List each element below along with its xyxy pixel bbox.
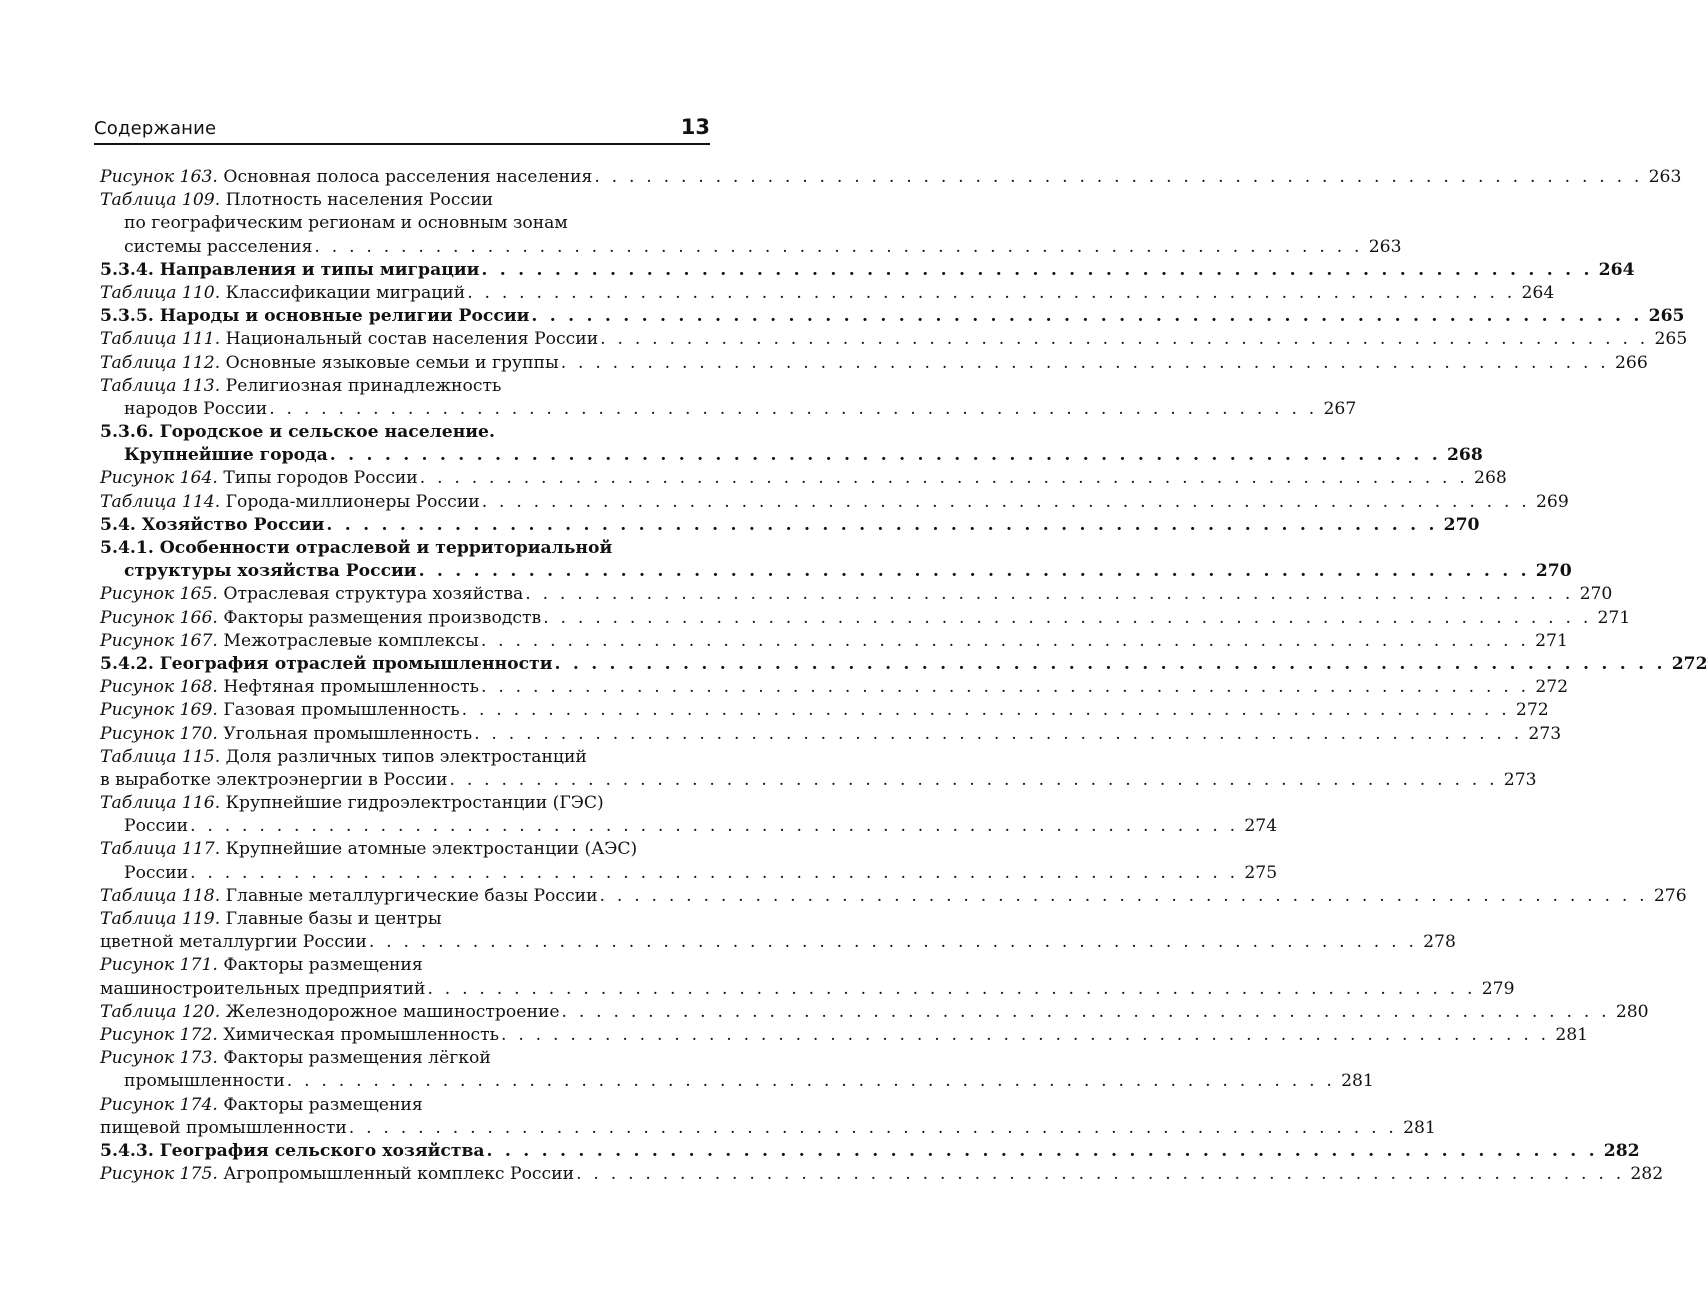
- toc-line: [100, 769, 1537, 792]
- toc-entry[interactable]: [100, 1140, 1640, 1163]
- toc-entry[interactable]: [100, 421, 1483, 467]
- toc-entry-text: Межотраслевые комплексы: [223, 630, 479, 651]
- toc-entry-text: промышленности: [124, 1071, 285, 1092]
- toc-line: [100, 398, 1357, 421]
- toc-entry-text: России: [124, 862, 189, 883]
- toc-entry[interactable]: [100, 607, 1631, 630]
- toc-page-number: 264: [1521, 282, 1555, 303]
- toc-line: [100, 978, 1515, 1001]
- dot-leader: . . . . . . . . . . . . . . . . . . . . . . . . . . . . . . . . . . . . . . . . . . . . . . . . . . . . . . . . . . . . .: [286, 1071, 1336, 1092]
- toc-entry-title: [124, 815, 188, 838]
- toc-entry-title: [100, 1024, 499, 1047]
- toc-entry-title: [124, 212, 568, 235]
- toc-entry-title: [100, 467, 418, 490]
- toc-entry-title: [100, 189, 493, 212]
- toc-line: [100, 1163, 1664, 1186]
- toc-entry-text: Основная полоса расселения населения: [223, 167, 593, 187]
- toc-entry-label: Таблица 112.: [100, 352, 221, 373]
- toc-entry-text: 5.3.4. Направления и типы миграции: [100, 259, 480, 280]
- page-number: 13: [680, 115, 710, 139]
- toc-line: [100, 1070, 1374, 1093]
- toc-entry-label: Рисунок 163.: [100, 167, 218, 187]
- dot-leader: . . . . . . . . . . . . . . . . . . . . . . . . . . . . . . . . . . . . . . . . . . . . . . . . . . . . . . . . . . . . .: [525, 584, 1574, 605]
- toc-entry-label: Рисунок 172.: [100, 1024, 218, 1045]
- toc-entry-text: по географическим регионам и основным зонам: [124, 213, 568, 234]
- toc-entry[interactable]: [100, 467, 1507, 490]
- toc-entry-label: Таблица 111.: [100, 329, 221, 350]
- dot-leader: . . . . . . . . . . . . . . . . . . . . . . . . . . . . . . . . . . . . . . . . . . . . . . . . . . . . . . . . . . . . .: [427, 978, 1476, 999]
- toc-line: [100, 1117, 1436, 1140]
- table-of-contents: [100, 166, 1708, 1186]
- toc-page-number: 281: [1555, 1024, 1589, 1045]
- toc-line: [100, 537, 710, 560]
- toc-entry-title: [124, 560, 417, 583]
- toc-entry[interactable]: [100, 537, 1572, 583]
- toc-entry-text: Факторы размещения: [223, 1094, 423, 1115]
- toc-entry-text: Национальный состав населения России: [225, 329, 599, 350]
- toc-entry-title: [100, 954, 423, 977]
- toc-page-number: 280: [1615, 1001, 1649, 1022]
- toc-line: [100, 514, 1480, 537]
- toc-entry-label: Рисунок 175.: [100, 1164, 218, 1185]
- toc-entry-text: в выработке электроэнергии в России: [100, 769, 448, 790]
- dot-leader: . . . . . . . . . . . . . . . . . . . . . . . . . . . . . . . . . . . . . . . . . . . . . . . . . . . . . . . . . . . . .: [481, 259, 1593, 280]
- toc-entry-title: [100, 421, 495, 444]
- dot-leader: . . . . . . . . . . . . . . . . . . . . . . . . . . . . . . . . . . . . . . . . . . . . . . . . . . . . . . . . . . . . .: [561, 1001, 1610, 1022]
- toc-entry-title: [124, 398, 267, 421]
- dot-leader: . . . . . . . . . . . . . . . . . . . . . . . . . . . . . . . . . . . . . . . . . . . . . . . . . . . . . . . . . . . . .: [449, 769, 1498, 790]
- toc-entry-title: [100, 537, 612, 560]
- toc-page-number: 278: [1423, 932, 1456, 953]
- toc-entry-text: Главные базы и центры: [225, 909, 442, 929]
- toc-entry-text: Доля различных типов электростанций: [225, 746, 587, 767]
- toc-entry[interactable]: [100, 514, 1480, 537]
- dot-leader: . . . . . . . . . . . . . . . . . . . . . . . . . . . . . . . . . . . . . . . . . . . . . . . . . . . . . . . . . . . . .: [269, 398, 1318, 419]
- dot-leader: . . . . . . . . . . . . . . . . . . . . . . . . . . . . . . . . . . . . . . . . . . . . . . . . . . . . . . . . . . . . .: [419, 468, 1469, 489]
- toc-entry-text: Крупнейшие гидроэлектростанции (ГЭС): [225, 793, 604, 814]
- toc-line: [100, 630, 1568, 653]
- toc-entry-title: [100, 885, 598, 908]
- toc-entry-title: [100, 352, 559, 375]
- toc-entry-text: Основные языковые семьи и группы: [225, 352, 559, 373]
- toc-page-number: 282: [1603, 1140, 1640, 1161]
- toc-entry-title: [100, 583, 523, 606]
- toc-line: [100, 444, 1483, 467]
- toc-line: [100, 305, 1685, 328]
- dot-leader: . . . . . . . . . . . . . . . . . . . . . . . . . . . . . . . . . . . . . . . . . . . . . . . . . . . . . . . . . . . . .: [190, 816, 1239, 837]
- toc-entry-label: Таблица 116.: [100, 793, 221, 814]
- toc-entry-text: Железнодорожное машиностроение: [225, 1001, 560, 1022]
- toc-line: [100, 212, 710, 235]
- dot-leader: . . . . . . . . . . . . . . . . . . . . . . . . . . . . . . . . . . . . . . . . . . . . . . . . . . . . . . . . . . . . .: [594, 167, 1643, 187]
- toc-entry-title: [124, 236, 312, 259]
- toc-entry-title: [100, 1140, 485, 1163]
- toc-page-number: 272: [1515, 700, 1549, 721]
- toc-entry-label: Рисунок 171.: [100, 955, 218, 976]
- toc-line: [100, 189, 710, 212]
- toc-entry-title: [100, 792, 604, 815]
- toc-entry[interactable]: [100, 352, 1648, 375]
- toc-entry[interactable]: [100, 792, 1278, 838]
- toc-line: [100, 236, 1402, 259]
- dot-leader: . . . . . . . . . . . . . . . . . . . . . . . . . . . . . . . . . . . . . . . . . . . . . . . . . . . . . . . . . . . . .: [481, 677, 1530, 698]
- toc-entry-title: [100, 630, 479, 653]
- toc-entry-title: [100, 375, 501, 398]
- toc-entry[interactable]: [100, 723, 1562, 746]
- toc-line: [100, 1001, 1649, 1024]
- toc-page-number: 270: [1535, 561, 1572, 582]
- toc-entry-title: [100, 653, 552, 676]
- toc-entry-text: Отраслевая структура хозяйства: [223, 584, 524, 605]
- toc-line: [100, 467, 1507, 490]
- dot-leader: . . . . . . . . . . . . . . . . . . . . . . . . . . . . . . . . . . . . . . . . . . . . . . . . . . . . . . . . . . . . .: [368, 932, 1418, 953]
- dot-leader: . . . . . . . . . . . . . . . . . . . . . . . . . . . . . . . . . . . . . . . . . . . . . . . . . . . . . . . . . . . . .: [501, 1024, 1550, 1045]
- toc-entry[interactable]: [100, 282, 1555, 305]
- toc-entry-title: [100, 908, 442, 931]
- dot-leader: . . . . . . . . . . . . . . . . . . . . . . . . . . . . . . . . . . . . . . . . . . . . . . . . . . . . . . . . . . . . .: [348, 1117, 1398, 1138]
- toc-line: [100, 560, 1572, 583]
- toc-entry[interactable]: [100, 676, 1569, 699]
- dot-leader: . . . . . . . . . . . . . . . . . . . . . . . . . . . . . . . . . . . . . . . . . . . . . . . . . . . . . . . . . . . . .: [467, 282, 1516, 303]
- toc-page-number: 282: [1630, 1164, 1664, 1185]
- dot-leader: . . . . . . . . . . . . . . . . . . . . . . . . . . . . . . . . . . . . . . . . . . . . . . . . . . . . . . . . . . . . .: [599, 885, 1648, 906]
- toc-page-number: 273: [1528, 723, 1562, 744]
- toc-entry-text: Города-миллионеры России: [225, 491, 480, 512]
- toc-entry-text: Религиозная принадлежность: [225, 375, 502, 396]
- toc-entry[interactable]: [100, 630, 1568, 653]
- toc-entry-label: Рисунок 164.: [100, 468, 218, 489]
- toc-entry[interactable]: [100, 1001, 1649, 1024]
- toc-page-number: 265: [1654, 329, 1688, 350]
- toc-entry-title: [124, 444, 328, 467]
- toc-page-number: 274: [1244, 816, 1278, 837]
- toc-entry-label: Таблица 117.: [100, 839, 221, 860]
- toc-entry-text: Агропромышленный комплекс России: [223, 1164, 575, 1185]
- toc-line: [100, 1140, 1640, 1163]
- toc-line: [100, 583, 1613, 606]
- toc-entry-text: Крупнейшие города: [124, 445, 328, 466]
- toc-entry[interactable]: [100, 189, 1402, 259]
- toc-page-number: 266: [1614, 352, 1648, 373]
- toc-entry-label: Рисунок 173.: [100, 1048, 218, 1069]
- toc-entry-title: [100, 491, 480, 514]
- toc-line: [100, 328, 1688, 351]
- toc-line: [100, 1094, 710, 1117]
- toc-entry[interactable]: [100, 166, 1682, 189]
- toc-entry-title: [100, 746, 587, 769]
- toc-entry[interactable]: [100, 1094, 1436, 1140]
- toc-entry-text: Крупнейшие атомные электростанции (АЭС): [225, 839, 638, 860]
- toc-entry-text: машиностроительных предприятий: [100, 978, 426, 999]
- dot-leader: . . . . . . . . . . . . . . . . . . . . . . . . . . . . . . . . . . . . . . . . . . . . . . . . . . . . . . . . . . . . .: [600, 329, 1649, 350]
- toc-entry-label: Рисунок 170.: [100, 723, 218, 744]
- toc-entry-text: Факторы размещения лёгкой: [223, 1048, 491, 1069]
- toc-line: [100, 653, 1708, 676]
- toc-entry-text: Химическая промышленность: [223, 1024, 500, 1045]
- toc-entry-title: [100, 978, 425, 1001]
- toc-line: [100, 885, 1687, 908]
- dot-leader: . . . . . . . . . . . . . . . . . . . . . . . . . . . . . . . . . . . . . . . . . . . . . . . . . . . . . . . . . . . . .: [190, 862, 1239, 883]
- toc-line: [100, 908, 710, 931]
- toc-entry[interactable]: [100, 885, 1687, 908]
- toc-entry[interactable]: [100, 583, 1613, 606]
- toc-entry-text: России: [124, 816, 189, 837]
- dot-leader: . . . . . . . . . . . . . . . . . . . . . . . . . . . . . . . . . . . . . . . . . . . . . . . . . . . . . . . . . . . . .: [486, 1140, 1598, 1161]
- toc-entry-title: [100, 676, 479, 699]
- toc-entry-title: [124, 862, 188, 885]
- toc-entry-text: системы расселения: [124, 236, 313, 257]
- toc-entry[interactable]: [100, 1047, 1374, 1093]
- toc-line: [100, 282, 1555, 305]
- dot-leader: . . . . . . . . . . . . . . . . . . . . . . . . . . . . . . . . . . . . . . . . . . . . . . . . . . . . . . . . . . . . .: [576, 1164, 1625, 1185]
- toc-entry-title: [100, 305, 529, 328]
- toc-line: [100, 746, 710, 769]
- toc-page-number: 268: [1446, 445, 1483, 466]
- toc-page-number: 271: [1597, 607, 1631, 628]
- toc-line: [100, 166, 1682, 189]
- toc-entry[interactable]: [100, 746, 1537, 792]
- toc-entry[interactable]: [100, 1163, 1664, 1186]
- toc-entry-text: народов России: [124, 398, 268, 419]
- toc-entry[interactable]: [100, 491, 1569, 514]
- toc-entry[interactable]: [100, 375, 1357, 421]
- toc-entry[interactable]: [100, 838, 1278, 884]
- toc-entry[interactable]: [100, 653, 1708, 676]
- toc-entry-label: Таблица 113.: [100, 375, 221, 396]
- toc-entry-text: 5.4.2. География отраслей промышленности: [100, 653, 553, 674]
- toc-entry-label: Таблица 119.: [100, 909, 221, 929]
- toc-page-number: 272: [1671, 653, 1708, 674]
- toc-entry-label: Таблица 110.: [100, 282, 221, 303]
- toc-entry-label: Рисунок 166.: [100, 607, 218, 628]
- dot-leader: . . . . . . . . . . . . . . . . . . . . . . . . . . . . . . . . . . . . . . . . . . . . . . . . . . . . . . . . . . . . .: [474, 723, 1523, 744]
- toc-entry-title: [100, 514, 324, 537]
- dot-leader: . . . . . . . . . . . . . . . . . . . . . . . . . . . . . . . . . . . . . . . . . . . . . . . . . . . . . . . . . . . . .: [543, 607, 1592, 628]
- toc-entry-text: 5.4.1. Особенности отраслевой и территориальной: [100, 538, 613, 558]
- toc-entry-title: [100, 1094, 423, 1117]
- toc-entry-label: Рисунок 169.: [100, 700, 218, 721]
- toc-entry-text: цветной металлургии России: [100, 932, 367, 953]
- toc-entry-text: Угольная промышленность: [223, 723, 473, 744]
- toc-entry-title: [100, 166, 592, 189]
- toc-page-number: 281: [1341, 1071, 1374, 1092]
- toc-entry-label: Рисунок 174.: [100, 1094, 218, 1115]
- toc-entry-text: Классификации миграций: [225, 282, 466, 303]
- toc-line: [100, 676, 1569, 699]
- dot-leader: . . . . . . . . . . . . . . . . . . . . . . . . . . . . . . . . . . . . . . . . . . . . . . . . . . . . . . . . . . . . .: [326, 514, 1438, 535]
- toc-entry-text: пищевой промышленности: [100, 1117, 347, 1138]
- running-head: Содержание: [94, 118, 217, 139]
- dot-leader: . . . . . . . . . . . . . . . . . . . . . . . . . . . . . . . . . . . . . . . . . . . . . . . . . . . . . . . . . . . . .: [461, 700, 1510, 721]
- toc-page-number: 270: [1579, 584, 1613, 605]
- toc-page-number: 268: [1474, 468, 1507, 489]
- toc-entry-label: Рисунок 167.: [100, 630, 218, 651]
- toc-entry-text: 5.3.6. Городское и сельское население.: [100, 422, 495, 443]
- toc-entry-title: [100, 723, 472, 746]
- toc-line: [100, 838, 710, 861]
- toc-page-number: 270: [1443, 514, 1480, 535]
- toc-entry-title: [100, 328, 598, 351]
- toc-line: [100, 421, 710, 444]
- toc-entry-title: [100, 838, 637, 861]
- dot-leader: . . . . . . . . . . . . . . . . . . . . . . . . . . . . . . . . . . . . . . . . . . . . . . . . . . . . . . . . . . . . .: [531, 306, 1643, 327]
- toc-entry-title: [100, 931, 367, 954]
- dot-leader: . . . . . . . . . . . . . . . . . . . . . . . . . . . . . . . . . . . . . . . . . . . . . . . . . . . . . . . . . . . . .: [418, 561, 1530, 582]
- toc-line: [100, 954, 710, 977]
- page-header: [94, 114, 710, 142]
- toc-entry-title: [100, 1117, 347, 1140]
- toc-entry[interactable]: [100, 259, 1635, 282]
- dot-leader: . . . . . . . . . . . . . . . . . . . . . . . . . . . . . . . . . . . . . . . . . . . . . . . . . . . . . . . . . . . . .: [481, 491, 1530, 512]
- toc-entry[interactable]: [100, 908, 1456, 954]
- toc-page-number: 276: [1653, 885, 1687, 906]
- toc-page-number: 275: [1244, 862, 1278, 883]
- toc-entry[interactable]: [100, 954, 1515, 1000]
- toc-entry-text: Газовая промышленность: [223, 700, 460, 721]
- toc-line: [100, 491, 1569, 514]
- toc-entry-label: Таблица 118.: [100, 885, 221, 906]
- toc-entry-text: Главные металлургические базы России: [225, 885, 598, 906]
- toc-entry-text: Факторы размещения производств: [223, 607, 542, 628]
- toc-page-number: 269: [1535, 491, 1569, 512]
- dot-leader: . . . . . . . . . . . . . . . . . . . . . . . . . . . . . . . . . . . . . . . . . . . . . . . . . . . . . . . . . . . . .: [554, 653, 1666, 674]
- toc-page-number: 265: [1648, 306, 1685, 327]
- toc-page-number: 264: [1598, 259, 1635, 280]
- toc-line: [100, 375, 710, 398]
- toc-entry-label: Рисунок 168.: [100, 677, 218, 698]
- toc-entry-label: Таблица 109.: [100, 190, 221, 211]
- toc-entry-title: [100, 1163, 574, 1186]
- toc-entry[interactable]: [100, 328, 1688, 351]
- toc-line: [100, 607, 1631, 630]
- dot-leader: . . . . . . . . . . . . . . . . . . . . . . . . . . . . . . . . . . . . . . . . . . . . . . . . . . . . . . . . . . . . .: [560, 352, 1609, 373]
- toc-entry-label: Таблица 120.: [100, 1001, 221, 1022]
- toc-entry-label: Таблица 115.: [100, 746, 221, 767]
- toc-entry-text: 5.3.5. Народы и основные религии России: [100, 306, 530, 327]
- toc-entry-title: [124, 1070, 285, 1093]
- toc-page-number: 273: [1503, 769, 1537, 790]
- toc-entry-title: [100, 282, 465, 305]
- toc-page-number: 281: [1403, 1117, 1436, 1138]
- toc-page-number: 272: [1535, 677, 1569, 698]
- toc-page-number: 267: [1323, 398, 1357, 419]
- dot-leader: . . . . . . . . . . . . . . . . . . . . . . . . . . . . . . . . . . . . . . . . . . . . . . . . . . . . . . . . . . . . .: [329, 445, 1441, 466]
- dot-leader: . . . . . . . . . . . . . . . . . . . . . . . . . . . . . . . . . . . . . . . . . . . . . . . . . . . . . . . . . . . . .: [314, 236, 1363, 257]
- toc-line: [100, 1024, 1589, 1047]
- toc-entry-text: Плотность населения России: [225, 190, 494, 211]
- toc-entry[interactable]: [100, 305, 1685, 328]
- toc-entry-title: [100, 607, 541, 630]
- toc-entry-title: [100, 259, 479, 282]
- header-rule: [94, 143, 710, 145]
- toc-entry-title: [100, 699, 460, 722]
- toc-page-number: 271: [1535, 630, 1568, 651]
- toc-line: [100, 259, 1635, 282]
- toc-entry-title: [100, 769, 448, 792]
- toc-line: [100, 862, 1278, 885]
- toc-line: [100, 815, 1278, 838]
- toc-line: [100, 792, 710, 815]
- toc-entry-text: 5.4. Хозяйство России: [100, 514, 325, 535]
- toc-entry-label: Рисунок 165.: [100, 584, 218, 605]
- toc-line: [100, 723, 1562, 746]
- toc-entry-text: структуры хозяйства России: [124, 561, 417, 582]
- toc-entry-text: Нефтяная промышленность: [223, 677, 480, 698]
- toc-entry[interactable]: [100, 699, 1549, 722]
- toc-page-number: 279: [1481, 978, 1515, 999]
- toc-page-number: 263: [1368, 236, 1402, 257]
- toc-entry-label: Таблица 114.: [100, 491, 221, 512]
- toc-page-number: 263: [1648, 167, 1682, 187]
- toc-line: [100, 699, 1549, 722]
- toc-line: [100, 1047, 710, 1070]
- toc-line: [100, 352, 1648, 375]
- toc-entry-text: 5.4.3. География сельского хозяйства: [100, 1140, 485, 1161]
- toc-entry-title: [100, 1047, 491, 1070]
- toc-entry-text: Факторы размещения: [223, 955, 423, 976]
- toc-entry[interactable]: [100, 1024, 1589, 1047]
- dot-leader: . . . . . . . . . . . . . . . . . . . . . . . . . . . . . . . . . . . . . . . . . . . . . . . . . . . . . . . . . . . . .: [480, 630, 1530, 651]
- toc-line: [100, 931, 1456, 954]
- toc-entry-title: [100, 1001, 560, 1024]
- toc-entry-text: Типы городов России: [223, 468, 418, 489]
